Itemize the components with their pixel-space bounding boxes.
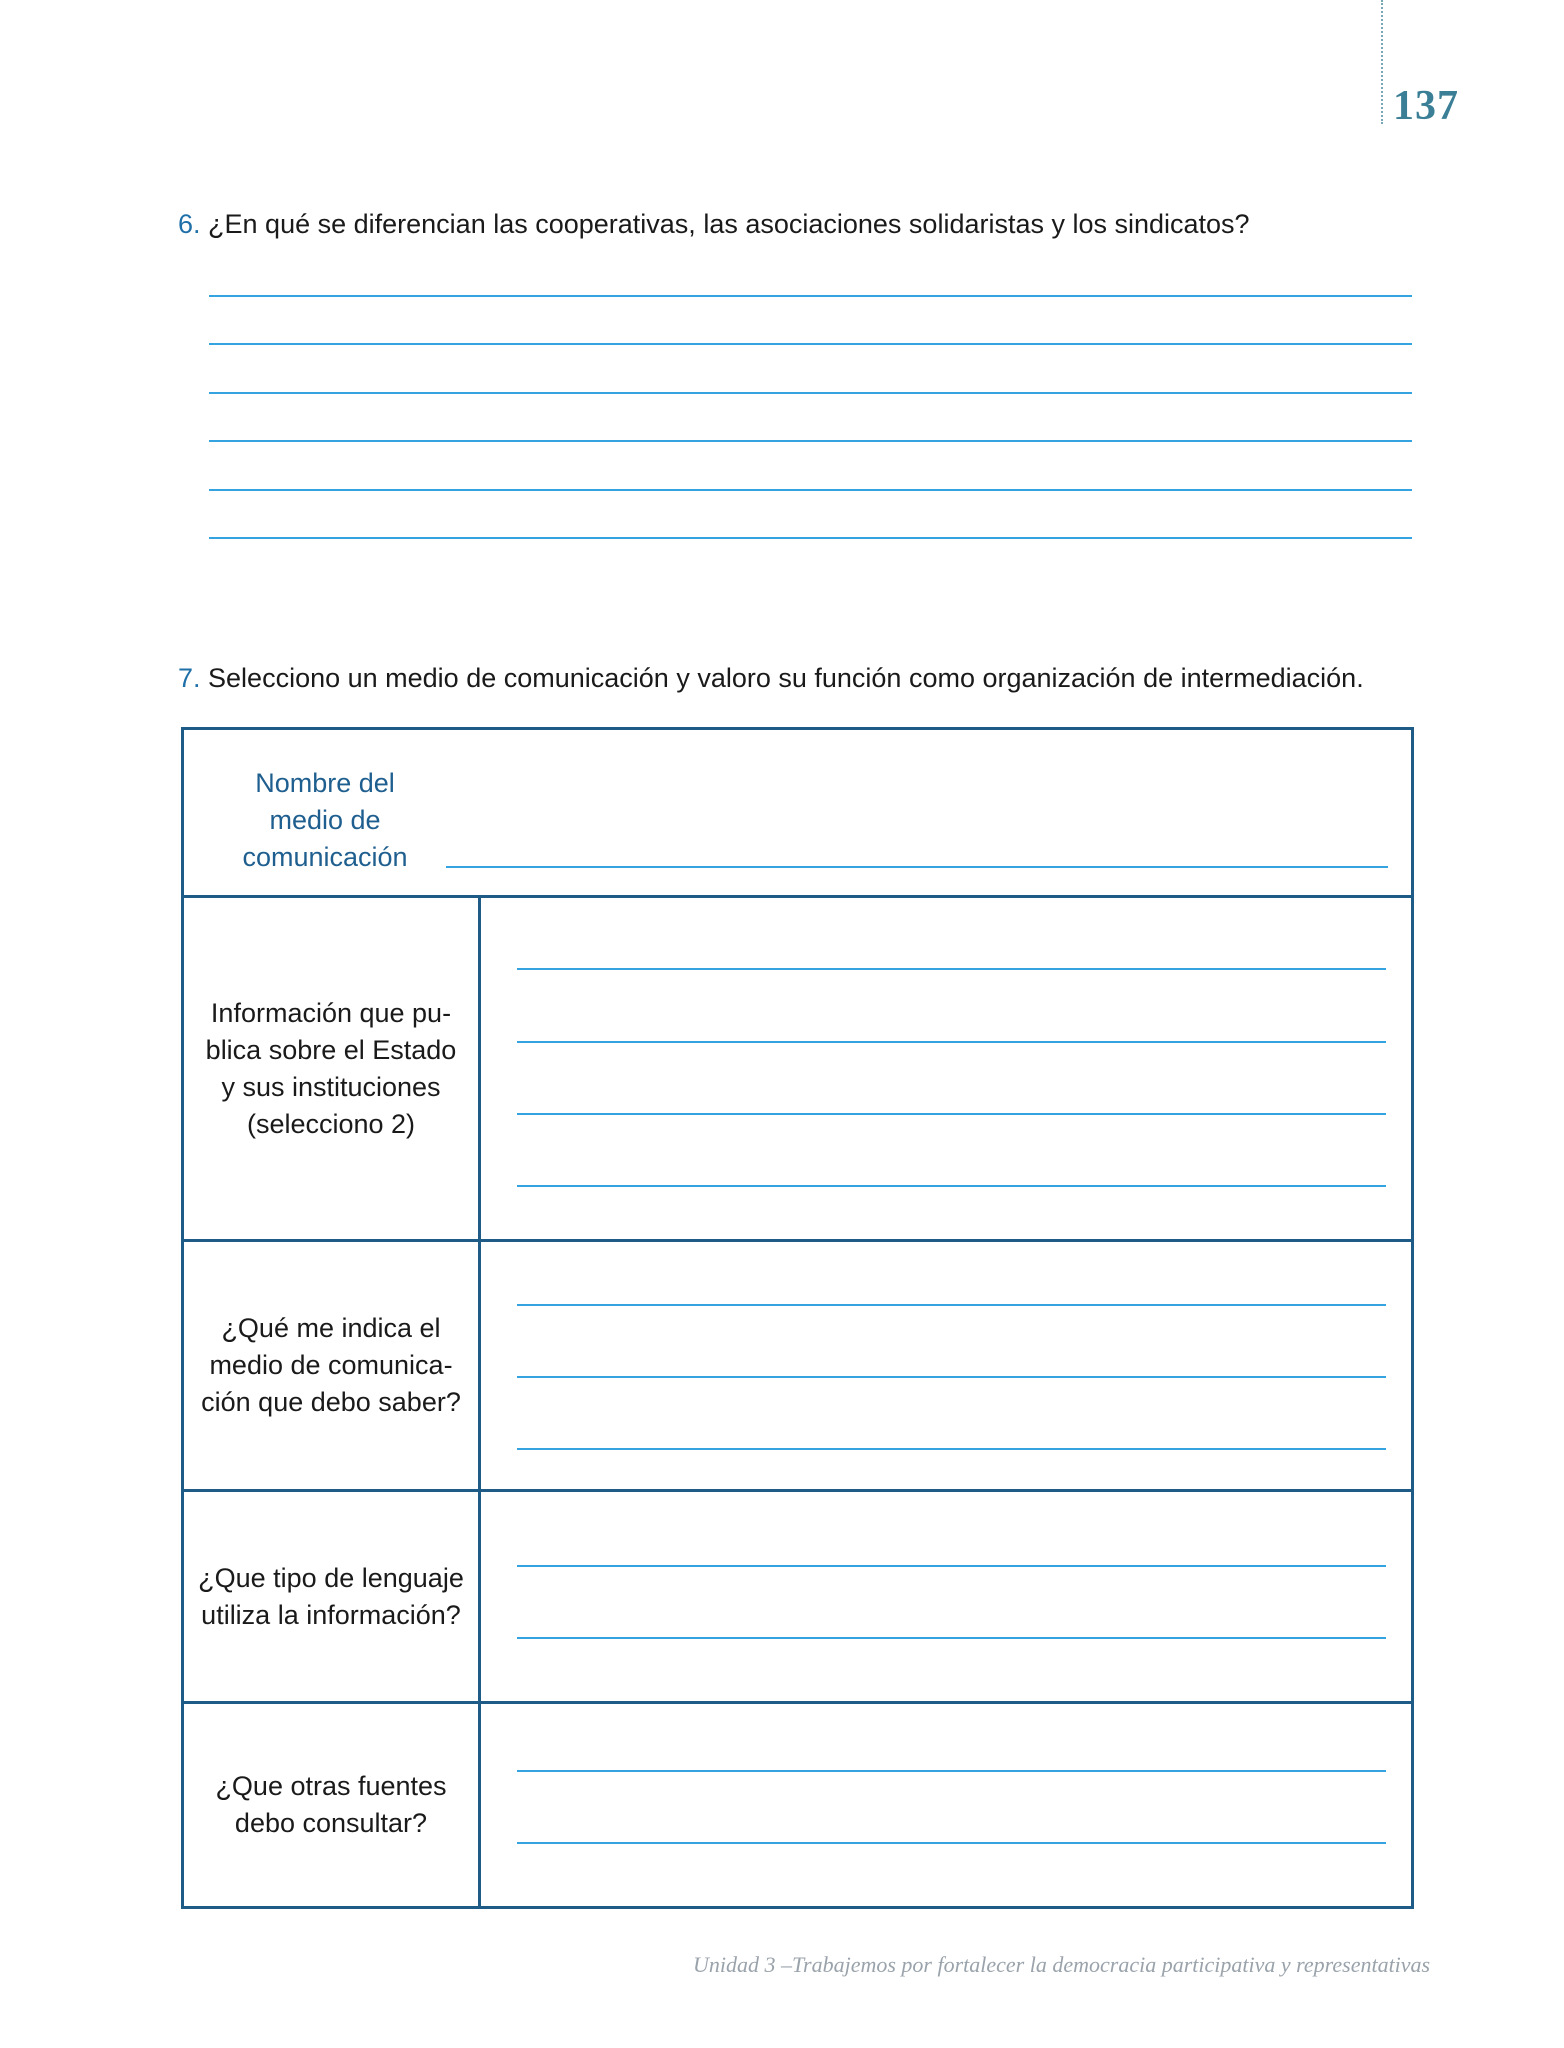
answer-cell [481,1704,1411,1906]
answer-line[interactable] [209,440,1412,442]
row-label-cell [184,1242,481,1489]
answer-line[interactable] [517,968,1386,970]
page-number: 137 [1393,83,1459,129]
page-number-divider [1381,0,1383,124]
answer-cell [481,1242,1411,1489]
answer-line[interactable] [209,343,1412,345]
answer-line[interactable] [517,1637,1386,1639]
media-evaluation-table [181,727,1414,1909]
table-row-language-type [184,1489,1411,1701]
question-7-text: Selecciono un medio de comunicación y valoro su función como organización de intermediación. [200,663,1364,693]
table-row-other-sources [184,1701,1411,1906]
row-label-language-type: ¿Que tipo de lenguaje utiliza la información? [198,1562,464,1630]
row-label-cell [184,1704,481,1906]
row-label-other-sources: ¿Que otras fuentes debo consultar? [215,1771,447,1838]
answer-line[interactable] [209,537,1412,539]
row-label-cell [184,1492,481,1701]
question-7-number: 7. [178,663,201,693]
table-row-what-to-know [184,1239,1411,1489]
answer-line[interactable] [517,1842,1386,1844]
table-row-media-name [184,730,1411,895]
answer-line[interactable] [517,1041,1386,1043]
question-6-number: 6. [178,209,201,239]
answer-line[interactable] [209,392,1412,394]
answer-line[interactable] [517,1770,1386,1772]
answer-line[interactable] [209,295,1412,297]
media-name-answer-line[interactable] [446,866,1388,868]
media-name-label [184,765,466,876]
question-6-answer-lines [209,295,1412,585]
answer-line[interactable] [517,1113,1386,1115]
table-row-information [184,895,1411,1239]
row-label-what-to-know: ¿Qué me indica el medio de comunica- ción que debo saber? [201,1313,461,1417]
answer-line[interactable] [209,489,1412,491]
answer-line[interactable] [517,1448,1386,1450]
question-7 [178,661,1364,695]
answer-line[interactable] [517,1304,1386,1306]
answer-line[interactable] [517,1376,1386,1378]
row-label-cell [184,898,481,1239]
media-name-label-text: Nombre del medio de comunicación [242,768,408,872]
answer-cell [481,1492,1411,1701]
answer-cell [481,898,1411,1239]
question-6-text: ¿En qué se diferencian las cooperativas, las asociaciones solidaristas y los sindicatos? [200,209,1250,239]
question-6 [178,207,1250,241]
answer-line[interactable] [517,1565,1386,1567]
answer-line[interactable] [517,1185,1386,1187]
row-label-information: Información que pu- blica sobre el Estado y sus instituciones (selecciono 2) [205,997,457,1139]
unit-footer: Unidad 3 –Trabajemos por fortalecer la democracia participativa y representativas [693,1952,1431,1977]
